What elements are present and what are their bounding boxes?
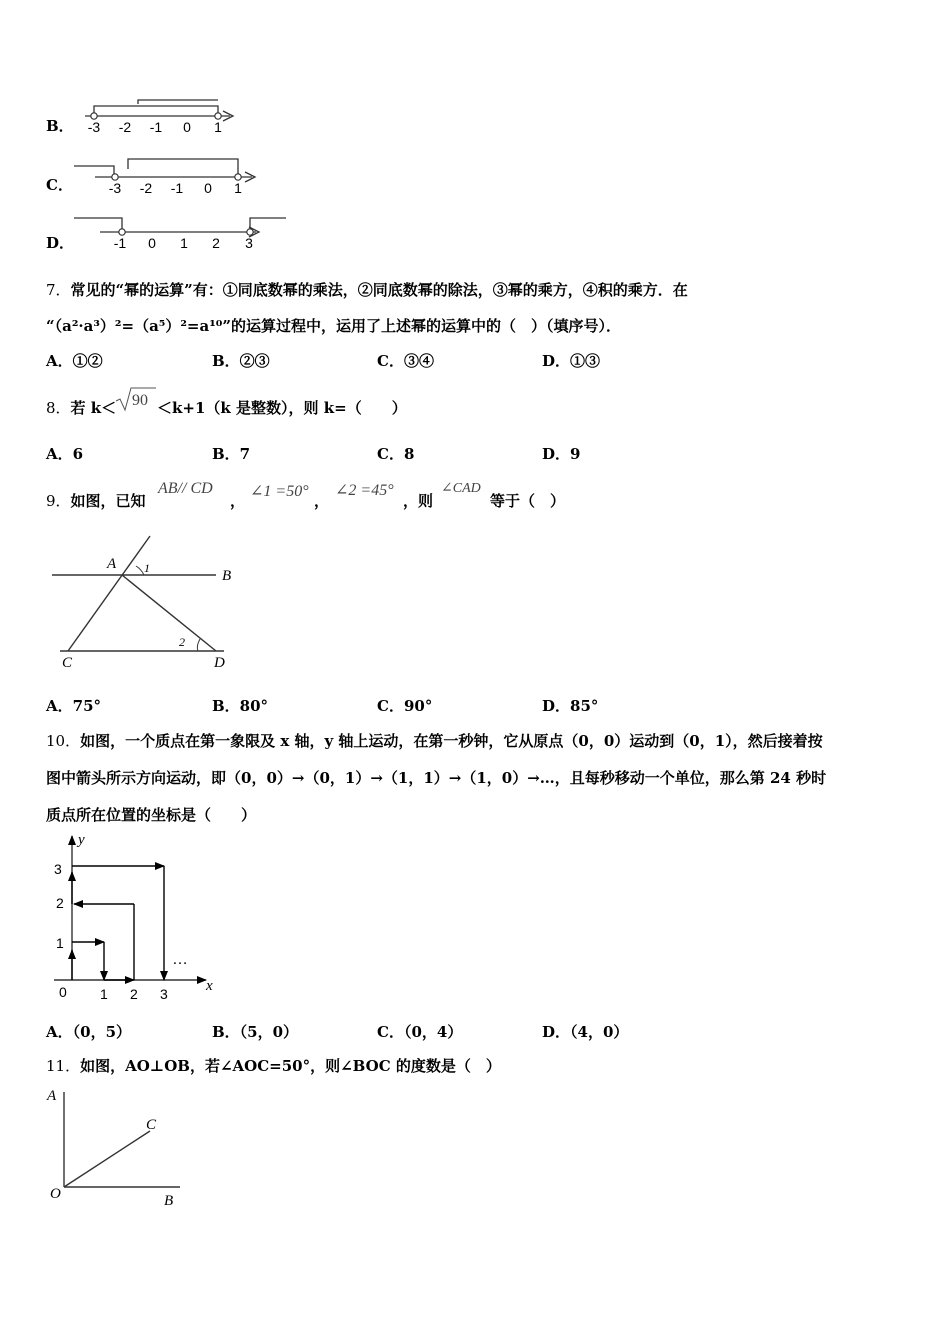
origin-label: 0 xyxy=(59,984,67,1000)
option-b-label[interactable]: B． xyxy=(46,117,74,135)
sqrt-90 xyxy=(114,385,158,413)
label-b: B xyxy=(164,1193,174,1209)
q10-figure xyxy=(46,830,236,1008)
label-c: C xyxy=(62,655,73,671)
tick-d-4: 3 xyxy=(245,235,253,251)
tick-b-3: 0 xyxy=(183,119,191,135)
y-tick-2: 2 xyxy=(56,895,64,911)
question-8-number: 8． xyxy=(46,399,71,417)
question-7-line1: 常见的“幂的运算”有：①同底数幂的乘法，②同底数幂的除法，③幂的乘方，④积的乘方．在 xyxy=(70,281,688,299)
x-tick-3: 3 xyxy=(160,986,168,1002)
q8-option-d[interactable]: D．9 xyxy=(542,445,581,463)
q10-option-b[interactable]: B．（5，0） xyxy=(212,1023,299,1041)
label-o: O xyxy=(50,1186,61,1202)
question-11 xyxy=(46,1056,501,1076)
label-angle2: 2 xyxy=(179,635,185,649)
question-11-text: 如图，AO⊥OB，若∠AOC=50°，则∠BOC 的度数是（ ） xyxy=(80,1057,501,1075)
number-line-d xyxy=(70,212,290,254)
axis-x-label: x xyxy=(206,978,213,994)
continuation-dots: … xyxy=(172,951,188,968)
question-9 xyxy=(46,491,146,511)
question-10-number: 10． xyxy=(46,732,81,750)
question-9-pre: 如图，已知 xyxy=(70,492,146,510)
q11-figure xyxy=(40,1082,200,1212)
q9-sep2: ， xyxy=(314,492,330,510)
q7-option-c[interactable]: C．③④ xyxy=(377,352,434,370)
q9-sep1: ， xyxy=(230,492,246,510)
question-7-number: 7． xyxy=(46,281,71,299)
tick-d-1: 0 xyxy=(148,235,156,251)
tick-c-3: 0 xyxy=(204,180,212,196)
q7-option-d[interactable]: D．①③ xyxy=(542,352,601,370)
question-9-number: 9． xyxy=(46,492,71,510)
q10-option-a[interactable]: A．（0，5） xyxy=(46,1023,132,1041)
q9-mid: ，则 xyxy=(403,492,434,510)
label-d: D xyxy=(214,655,225,671)
question-7-line2: “（a²·a³）²=（a⁵）²=a¹⁰”的运算过程中，运用了上述幂的运算中的（ ）（填序号）． xyxy=(46,317,621,335)
question-10-line1: 如图，一个质点在第一象限及 x 轴，y 轴上运动，在第一秒钟，它从原点（0，0）运动到（0，1），然后接着按 xyxy=(80,732,823,750)
question-10 xyxy=(46,731,823,751)
tick-d-0: -1 xyxy=(113,235,127,251)
q9-cond-cad: ∠CAD xyxy=(441,481,481,496)
tick-b-1: -2 xyxy=(118,119,132,135)
tick-b-0: -3 xyxy=(87,119,101,135)
number-line-b xyxy=(80,96,250,138)
label-b: B xyxy=(222,568,232,584)
q7-option-a[interactable]: A．①② xyxy=(46,352,103,370)
label-a: A xyxy=(47,1088,57,1104)
q9-post: 等于（ ） xyxy=(490,492,566,510)
q8-option-c[interactable]: C．8 xyxy=(377,445,415,463)
x-tick-1: 1 xyxy=(100,986,108,1002)
tick-c-2: -1 xyxy=(170,180,184,196)
q9-cond-parallel: AB// CD xyxy=(158,480,213,497)
q9-option-d[interactable]: D．85° xyxy=(542,697,599,715)
q7-option-b[interactable]: B．②③ xyxy=(212,352,270,370)
question-10-line2: 图中箭头所示方向运动，即（0，0）→（0，1）→（1，1）→（1，0）→…，且每秒移动一个单位，那么第 24 秒时 xyxy=(46,769,827,787)
q9-option-a[interactable]: A．75° xyxy=(46,697,102,715)
q9-figure xyxy=(46,530,246,672)
q10-option-d[interactable]: D．（4，0） xyxy=(542,1023,629,1041)
tick-d-3: 2 xyxy=(212,235,220,251)
y-tick-3: 3 xyxy=(54,861,62,877)
y-tick-1: 1 xyxy=(56,935,64,951)
question-8-pre: 若 k＜ xyxy=(70,399,117,417)
tick-c-4: 1 xyxy=(234,180,242,196)
tick-b-4: 1 xyxy=(214,119,222,135)
q8-option-b[interactable]: B．7 xyxy=(212,445,251,463)
option-c-label[interactable]: C． xyxy=(46,176,73,194)
label-c: C xyxy=(146,1117,157,1133)
tick-d-2: 1 xyxy=(180,235,188,251)
q9-cond-angle2: ∠2 =45° xyxy=(335,482,394,499)
question-7 xyxy=(46,280,688,300)
question-8 xyxy=(46,398,116,418)
tick-c-1: -2 xyxy=(139,180,153,196)
question-11-number: 11． xyxy=(46,1057,81,1075)
tick-b-2: -1 xyxy=(149,119,163,135)
q9-cond-angle1: ∠1 =50° xyxy=(250,483,309,500)
x-tick-2: 2 xyxy=(130,986,138,1002)
q9-option-c[interactable]: C．90° xyxy=(377,697,433,715)
option-d-label[interactable]: D． xyxy=(46,234,75,252)
question-8-post: ＜k+1（k 是整数），则 k=（ ） xyxy=(157,399,407,417)
q10-option-c[interactable]: C．（0，4） xyxy=(377,1023,463,1041)
q8-option-a[interactable]: A．6 xyxy=(46,445,84,463)
number-line-c xyxy=(70,155,270,197)
label-angle1: 1 xyxy=(144,561,150,575)
axis-y-label: y xyxy=(78,832,85,848)
tick-c-0: -3 xyxy=(108,180,122,196)
q9-option-b[interactable]: B．80° xyxy=(212,697,269,715)
label-a: A xyxy=(107,556,117,572)
question-10-line3: 质点所在位置的坐标是（ ） xyxy=(46,806,257,824)
sqrt-radicand: 90 xyxy=(132,392,148,409)
